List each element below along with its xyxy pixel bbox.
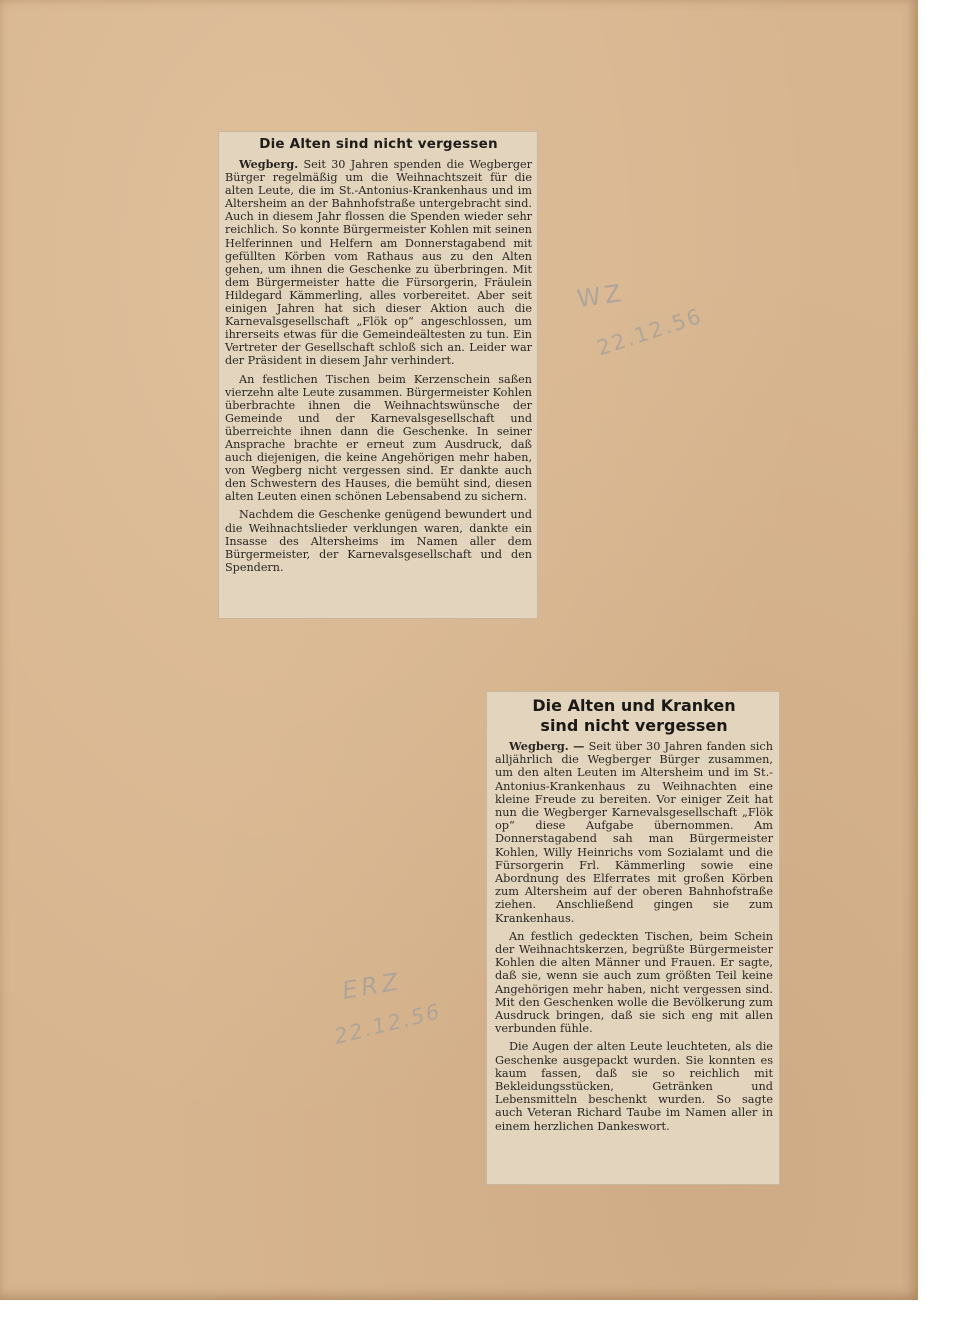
clipping-1-headline: Die Alten sind nicht vergessen — [259, 136, 498, 152]
clipping-2-paragraph-2: An festlich gedeckten Tischen, beim Schein der Weihnachtskerzen, begrüßte Bürgermeister Kohlen die alten Männer und Frauen. Er sagte, daß sie, wenn sie auch zum größten Teil keine Angehörigen mehr haben, nicht vergessen sind. Mit den Geschenken wolle die Bevölkerung zum Ausdruck bringen, daß sie sich eng mit allen verbunden fühle. — [495, 929, 773, 1036]
clipping-2-paragraph-3: Die Augen der alten Leute leuchteten, als die Geschenke ausgepackt wurden. Sie konnten es kaum fassen, daß sie so reichlich mit Bekleidungsstücken, Getränken und Lebensmitteln beschenkt wurden. So sagte auch Veteran Richard Taube im Namen aller in einem herzlichen Dankeswort. — [495, 1040, 773, 1133]
pencil-note-source-1: WZ — [575, 278, 627, 314]
pencil-note-source-2: ERZ — [340, 966, 405, 1006]
clipping-2-dateline: Wegberg. — — [509, 739, 585, 753]
clipping-2-paragraph-1-text: Seit über 30 Jahren fanden sich alljährlich die Wegberger Bürger zusammen, um den alten Leuten im Altersheim und im St.-Antonius-Krankenhaus zu Weihnachten eine kleine Freude zu bereiten. Vor einiger Zeit hat nun die Wegberger Karnevalsgesellschaft „Flök op“ diese Aufgabe übernommen. Am Donnerstagabend sah man Bürgermeister Kohlen, Willy Heinrichs vom Sozialamt und die Fürsorgerin Frl. Kämmerling sowie eine Abordnung des Elferrates mit großen Körben zum Altersheim auf der oberen Bahnhofstraße ziehen. Anschließend gingen sie zum Krankenhaus. — [495, 740, 774, 925]
pencil-note-date-1: 22.12.56 — [593, 303, 706, 361]
clipping-1-paragraph-1-text: Seit 30 Jahren spenden die Wegberger Bürger regelmäßig um die Weihnachtszeit für die alten Leute, die im St.-Antonius-Krankenhaus und im Altersheim an der Bahnhofstraße untergebracht sind. Auch in diesem Jahr flossen die Spenden wieder sehr reichlich. So konnte Bürgermeister Kohlen mit seinen Helferinnen und Helfern am Donnerstagabend mit gefüllten Körben vom Rathaus aus zu den Alten gehen, um ihnen die Geschenke zu überbringen. Mit dem Bürgermeister hatte die Fürsorgerin, Fräulein Hildegard Kämmerling, alles vorbereitet. Aber seit einigen Jahren hat sich dieser Aktion auch die Karnevalsgesellschaft „Flök op“ angeschlossen, um ihrerseits etwas für die Gemeindeältesten zu tun. Ein Vertreter der Gesellschaft schloß sich an. Leider war der Präsident in diesem Jahr verhindert. — [225, 158, 532, 368]
clipping-2-headline — [495, 696, 773, 736]
newspaper-clipping-2 — [486, 691, 780, 1185]
clipping-2-paragraph-1 — [495, 740, 773, 925]
clipping-1-paragraph-1 — [225, 158, 532, 368]
newspaper-clipping-1 — [218, 131, 538, 619]
clipping-1-paragraph-3: Nachdem die Geschenke genügend bewundert und die Weihnachtslieder verklungen waren, dankte ein Insasse des Altersheims im Namen aller dem Bürgermeister, der Karnevalsgesellschaft und den Spendern. — [225, 508, 532, 574]
pencil-note-date-2: 22.12.56 — [331, 999, 444, 1049]
clipping-2-headline-line-1: Die Alten und Kranken — [532, 696, 736, 715]
clipping-1-paragraph-2: An festlichen Tischen beim Kerzenschein saßen vierzehn alte Leute zusammen. Bürgermeister Kohlen überbrachte ihnen die Weihnachtswünsche der Gemeinde und der Karnevalsgesellschaft und überreichte ihnen dann die Geschenke. In seiner Ansprache brachte er erneut zum Ausdruck, daß auch diejenigen, die keine Angehörigen mehr haben, von Wegberg nicht vergessen sind. Er dankte auch den Schwestern des Hauses, die bemüht sind, diesen alten Leuten einen schönen Lebensabend zu sichern. — [225, 372, 532, 504]
clipping-2-headline-line-2: sind nicht vergessen — [540, 716, 728, 735]
clipping-1-dateline: Wegberg. — [239, 157, 299, 171]
